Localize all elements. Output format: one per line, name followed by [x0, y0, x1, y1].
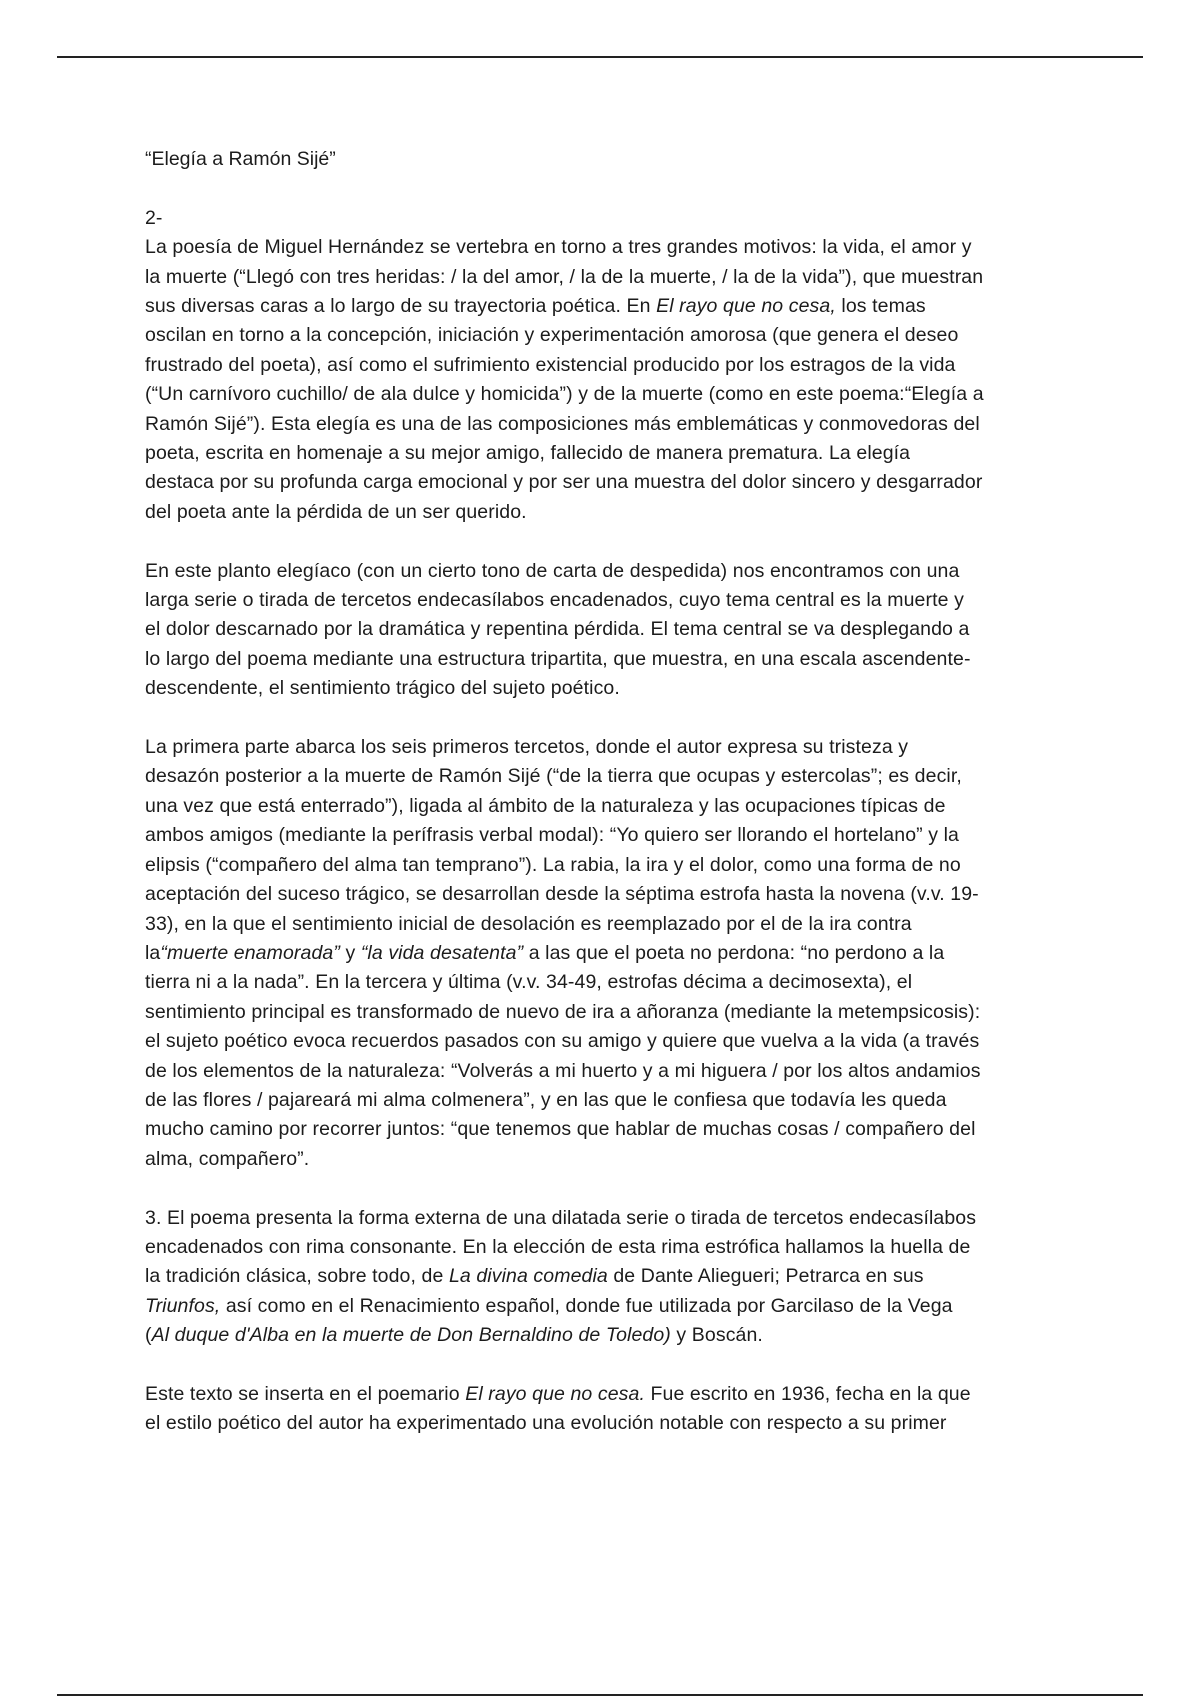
italic-text-run: El rayo que no cesa,: [656, 295, 836, 318]
text-line: [145, 615, 1095, 644]
text-run: la muerte (“Llegó con tres heridas: / la del amor, / la de la muerte, / la de la vida”), que muestran: [145, 265, 984, 288]
text-line: [145, 645, 1095, 674]
text-line: [145, 792, 1095, 821]
text-run: tierra ni a la nada”. En la tercera y última (v.v. 34-49, estrofas décima a decimosexta), el: [145, 971, 913, 994]
text-line: [145, 351, 1095, 380]
paragraph-motivos: [145, 233, 1095, 527]
text-run: una vez que está enterrado”), ligada al ámbito de la naturaleza y las ocupaciones típicas de: [145, 794, 946, 817]
document-title: “Elegía a Ramón Sijé”: [145, 148, 336, 170]
text-run: la tradición clásica, sobre todo, de: [145, 1265, 449, 1288]
text-run: 33), en la que el sentimiento inicial de desolación es reemplazado por el de la ira contra: [145, 912, 912, 935]
text-line: [145, 1409, 1095, 1438]
text-run: En este planto elegíaco (con un cierto tono de carta de despedida) nos encontramos con una: [145, 559, 960, 582]
text-line: [145, 1145, 1095, 1174]
italic-text-run: El rayo que no cesa.: [465, 1382, 645, 1405]
text-run: elipsis (“compañero del alma tan temprano”). La rabia, la ira y el dolor, como una forma de no: [145, 853, 961, 876]
text-run: del poeta ante la pérdida de un ser querido.: [145, 500, 527, 523]
text-run: de Dante Aliegueri; Petrarca en sus: [607, 1265, 924, 1288]
text-run: así como en el Renacimiento español, donde fue utilizada por Garcilaso de la Vega: [220, 1294, 953, 1317]
italic-text-run: “muerte enamorada”: [160, 941, 340, 964]
footer-rule: [57, 1694, 1143, 1696]
spacer: [145, 527, 1095, 556]
spacer: [145, 1351, 1095, 1380]
text-run: oscilan en torno a la concepción, iniciación y experimentación amorosa (que genera el deseo: [145, 324, 959, 347]
text-run: sus diversas caras a lo largo de su trayectoria poética. En: [145, 295, 657, 318]
text-run: Ramón Sijé”). Esta elegía es una de las composiciones más emblemáticas y conmovedoras del: [145, 412, 980, 435]
spacer: [145, 174, 1095, 203]
text-line: [145, 557, 1095, 586]
text-line: [145, 821, 1095, 850]
text-run: ambos amigos (mediante la perífrasis verbal modal): “Yo quiero ser llorando el hortelano” y la: [145, 824, 959, 847]
text-line: [145, 674, 1095, 703]
text-run: destaca por su profunda carga emocional y por ser una muestra del dolor sincero y desgarrador: [145, 471, 983, 494]
text-run: sentimiento principal es transformado de nuevo de ira a añoranza (mediante la metempsicosis):: [145, 1000, 981, 1023]
text-line: [145, 851, 1095, 880]
italic-text-run: La divina comedia: [448, 1265, 608, 1288]
document-body: [145, 145, 1095, 1439]
paragraph-partes: [145, 733, 1095, 1174]
text-run: de los elementos de la naturaleza: “Volverás a mi huerto y a mi higuera / por los altos andamios: [145, 1059, 981, 1082]
text-run: lo largo del poema mediante una estructura tripartita, que muestra, en una escala ascendente-: [145, 647, 971, 670]
text-run: (“Un carnívoro cuchillo/ de ala dulce y homicida”) y de la muerte (como en este poema:“Elegía a: [145, 383, 984, 406]
text-run: Fue escrito en 1936, fecha en la que: [645, 1382, 971, 1405]
text-line: [145, 586, 1095, 615]
text-line: [145, 1115, 1095, 1144]
spacer: [145, 704, 1095, 733]
text-run: aceptación del suceso trágico, se desarrollan desde la séptima estrofa hasta la novena (v.v. 19-: [145, 883, 979, 906]
text-run: desazón posterior a la muerte de Ramón Sijé (“de la tierra que ocupas y estercolas”; es decir,: [145, 765, 962, 788]
text-run: poeta, escrita en homenaje a su mejor amigo, fallecido de manera prematura. La elegía: [145, 442, 911, 465]
header-rule: [57, 56, 1143, 58]
text-line: [145, 910, 1095, 939]
text-run: Este texto se inserta en el poemario: [145, 1382, 466, 1405]
text-line: [145, 1086, 1095, 1115]
italic-text-run: Triunfos,: [145, 1294, 221, 1317]
text-run: a las que el poeta no perdona: “no perdono a la: [523, 941, 945, 964]
text-line: [145, 1204, 1095, 1233]
text-line: [145, 880, 1095, 909]
text-line: [145, 998, 1095, 1027]
text-line: [145, 968, 1095, 997]
text-line: [145, 939, 1095, 968]
text-line: [145, 233, 1095, 262]
text-line: [145, 1262, 1095, 1291]
text-line: [145, 1057, 1095, 1086]
text-run: larga serie o tirada de tercetos endecasílabos encadenados, cuyo tema central es la muerte y: [145, 589, 964, 612]
text-run: 3. El poema presenta la forma externa de una dilatada serie o tirada de tercetos endecasílabos: [145, 1206, 977, 1229]
text-line: [145, 1027, 1095, 1056]
text-run: el sujeto poético evoca recuerdos pasados con su amigo y quiere que vuelva a la vida (a través: [145, 1030, 980, 1053]
text-line: [145, 1321, 1095, 1350]
text-run: (: [145, 1324, 152, 1347]
section-number: 2-: [145, 206, 163, 229]
text-run: alma, compañero”.: [145, 1147, 310, 1170]
text-run: descendente, el sentimiento trágico del sujeto poético.: [145, 677, 620, 700]
text-run: el estilo poético del autor ha experimentado una evolución notable con respecto a su primer: [145, 1412, 947, 1435]
text-line: [145, 733, 1095, 762]
text-line: [145, 468, 1095, 497]
spacer: [145, 1174, 1095, 1203]
text-run: la: [145, 941, 161, 964]
text-line: [145, 321, 1095, 350]
text-line: [145, 762, 1095, 791]
italic-text-run: Al duque d'Alba en la muerte de Don Bernaldino de Toledo): [151, 1324, 671, 1347]
text-line: [145, 263, 1095, 292]
paragraph-estructura: [145, 557, 1095, 704]
italic-text-run: “la vida desatenta”: [360, 941, 524, 964]
text-line: [145, 410, 1095, 439]
text-line: [145, 498, 1095, 527]
text-line: [145, 1292, 1095, 1321]
text-line: [145, 380, 1095, 409]
text-line: [145, 1233, 1095, 1262]
text-line: [145, 439, 1095, 468]
text-run: frustrado del poeta), así como el sufrimiento existencial producido por los estragos de la vida: [145, 353, 956, 376]
text-run: La poesía de Miguel Hernández se vertebra en torno a tres grandes motivos: la vida, el amor y: [145, 236, 972, 259]
text-run: de las flores / pajareará mi alma colmenera”, y en las que le confiesa que todavía les queda: [145, 1088, 947, 1111]
text-run: mucho camino por recorrer juntos: “que tenemos que hablar de muchas cosas / compañero del: [145, 1118, 976, 1141]
text-run: La primera parte abarca los seis primeros tercetos, donde el autor expresa su tristeza y: [145, 736, 909, 759]
text-line: [145, 292, 1095, 321]
text-run: y Boscán.: [670, 1324, 763, 1347]
text-run: el dolor descarnado por la dramática y repentina pérdida. El tema central se va desplegando a: [145, 618, 970, 641]
paragraph-metrica: [145, 1204, 1095, 1351]
text-run: los temas: [835, 295, 926, 318]
paragraph-contexto: [145, 1380, 1095, 1439]
text-run: y: [339, 941, 361, 964]
text-run: encadenados con rima consonante. En la elección de esta rima estrófica hallamos la huella de: [145, 1235, 971, 1258]
text-line: [145, 1380, 1095, 1409]
